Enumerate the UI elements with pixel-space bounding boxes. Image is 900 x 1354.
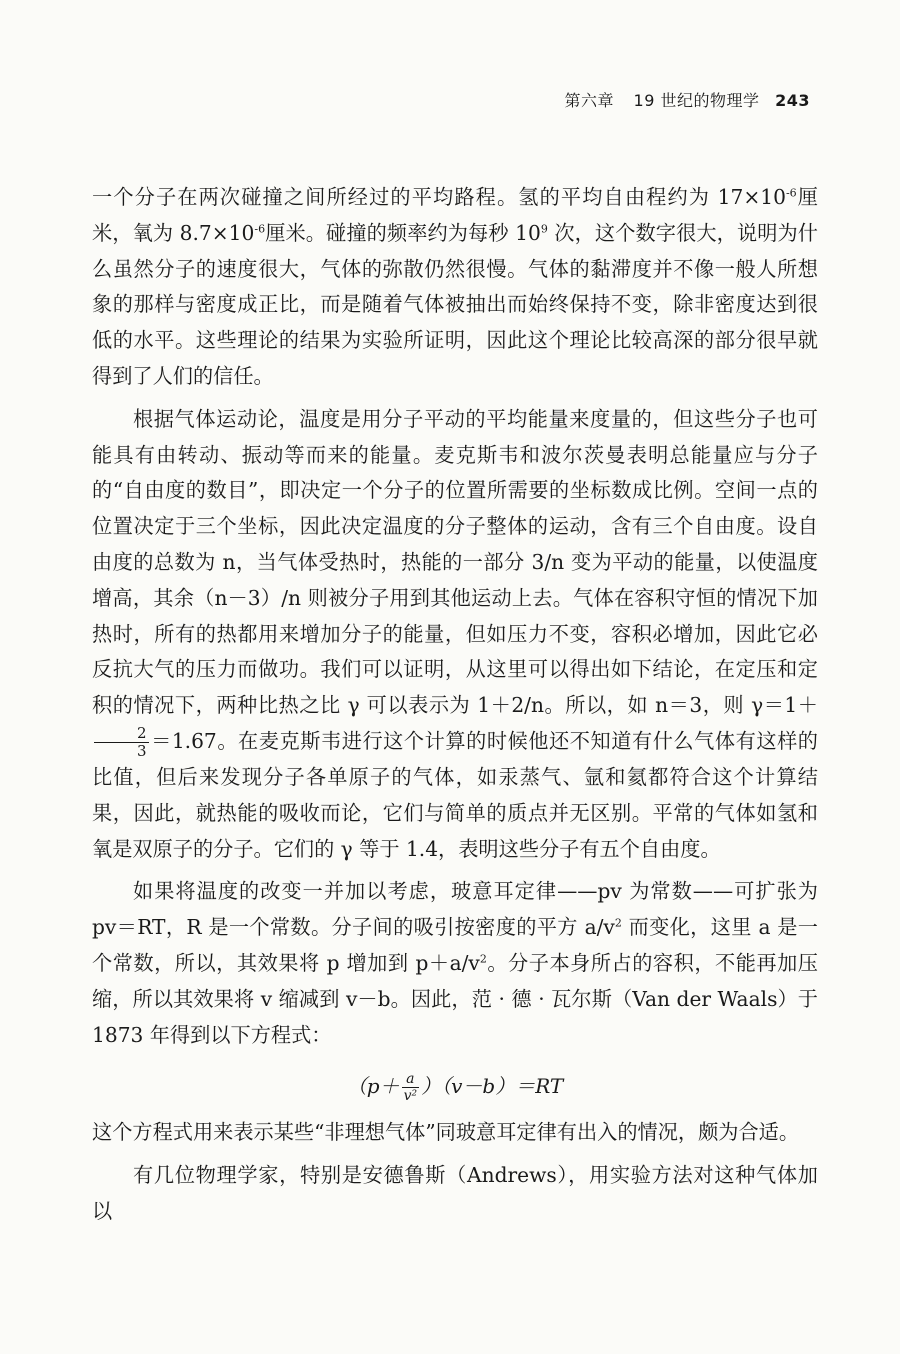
text-run: 而变化，这里 a 是一个常数，所以，其效果将 p 增加到 p＋a/v: [92, 915, 818, 975]
superscript: -6: [254, 222, 266, 236]
text-run: 。分子本身所占的容积，不能再加压缩，所以其效果将 v 缩减到 v－b。因此，范 · 德 · 瓦尔斯（Van der Waals）于 1873 年得到以下方程式：: [92, 950, 818, 1047]
text-run: ＝1.67。在麦克斯韦进行这个计算的时候他还不知道有什么气体有这样的比值，但后来发现分子各单原子的气体，如汞蒸气、氩和氦都符合这个计算结果，因此，就热能的吸收而论，它们与简单的质点并无区别。平常的气体如氢和氧是双原子的分子。它们的 γ 等于 1.4，表明这些分子有五个自由度。: [92, 728, 818, 861]
text-run: 厘米。碰撞的频率约为每秒 10: [265, 220, 541, 245]
text-run: 根据气体运动论，温度是用分子平动的平均能量来度量的，但这些分子也可能具有由转动、振动等而来的能量。麦克斯韦和波尔茨曼表明总能量应与分子的“自由度的数目”，即决定一个分子的位置所需要的坐标数成比例。空间一点的位置决定于三个坐标，因此决定温度的分子整体的运动，含有三个自由度。设自由度的总数为 n，当气体受热时，热能的一部分 3/n 变为平动的能量，以使温度增高，其余（n－3）/n 则被分子用到其他运动上去。气体在容积守恒的情况下加热时，所有的热都用来增加分子的能量，但如压力不变，容积必增加，因此它必反抗大气的压力而做功。我们可以证明，从这里可以得出如下结论，在定压和定积的情况下，两种比热之比 γ 可以表示为 1＋2/n。所以，如 n＝3，则 γ＝1＋: [92, 406, 818, 718]
text-run: 次，这个数字很大，说明为什么虽然分子的速度很大，气体的弥散仍然很慢。气体的黏滞度并不像一般人所想象的那样与密度成正比，而是随着气体被抽出而始终保持不变，除非密度达到很低的水平。这些理论的结果为实验所证明，因此这个理论比较高深的部分很早就得到了人们的信任。: [92, 220, 818, 388]
text-run: 厘米，氧为 8.7×10: [92, 185, 818, 245]
equation-left: （p＋: [346, 1074, 400, 1099]
superscript: 9: [540, 222, 548, 236]
running-header: [564, 88, 810, 111]
page-number: 243: [775, 91, 810, 110]
text-run: 如果将温度的改变一并加以考虑，玻意耳定律——pv 为常数——可扩张为 pv＝RT，R 是一个常数。分子间的吸引按密度的平方 a/v: [92, 879, 818, 940]
fraction: [94, 725, 149, 760]
superscript: -6: [785, 186, 797, 200]
chapter-label: 第六章: [564, 91, 614, 110]
paragraph-4: 这个方程式用来表示某些“非理想气体”同玻意耳定律有出入的情况，颇为合适。: [92, 1120, 800, 1145]
superscript: 2: [479, 952, 487, 966]
van-der-waals-equation: [92, 1063, 818, 1109]
paragraph-1: [92, 180, 818, 395]
text-run: 一个分子在两次碰撞之间所经过的平均路程。氢的平均自由程约为 17×10: [92, 185, 786, 209]
superscript: 2: [614, 916, 622, 930]
page-body: [92, 180, 818, 1230]
chapter-title: 19 世纪的物理学: [633, 91, 760, 110]
fraction-numerator: a: [402, 1071, 420, 1088]
equation-fraction: [402, 1071, 420, 1104]
paragraph-3: [92, 874, 818, 1053]
equation-right: ）（v－b）＝RT: [421, 1074, 564, 1099]
fraction-denominator: 3: [137, 741, 147, 760]
fraction-denominator: v²: [403, 1088, 418, 1105]
paragraph-5: 有几位物理学家，特别是安德鲁斯（Andrews），用实验方法对这种气体加以: [92, 1163, 818, 1223]
fraction-numerator: 2: [94, 725, 149, 743]
paragraph-2: [92, 402, 818, 868]
